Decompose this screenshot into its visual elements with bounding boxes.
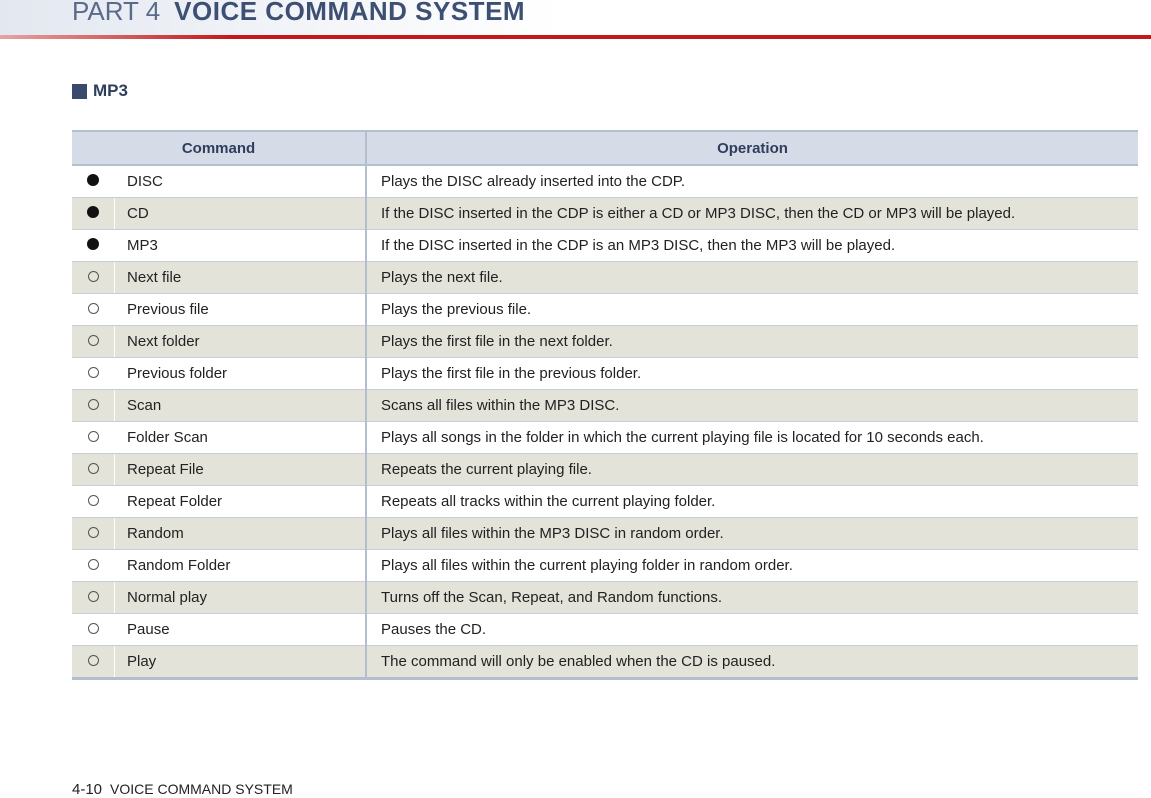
table-row xyxy=(72,486,1138,518)
operation-cell: Pauses the CD. xyxy=(366,614,1138,646)
empty-circle-icon xyxy=(88,623,99,634)
filled-circle-icon xyxy=(87,206,99,218)
row-marker xyxy=(72,165,115,198)
command-table xyxy=(72,130,1138,680)
operation-cell: Scans all files within the MP3 DISC. xyxy=(366,390,1138,422)
empty-circle-icon xyxy=(88,463,99,474)
operation-cell: Turns off the Scan, Repeat, and Random functions. xyxy=(366,582,1138,614)
command-cell: Pause xyxy=(115,614,367,646)
table-row xyxy=(72,326,1138,358)
column-header-operation: Operation xyxy=(366,131,1138,165)
operation-cell: Plays the previous file. xyxy=(366,294,1138,326)
table-body xyxy=(72,165,1138,679)
operation-cell: If the DISC inserted in the CDP is either a CD or MP3 DISC, then the CD or MP3 will be played. xyxy=(366,198,1138,230)
command-cell: CD xyxy=(115,198,367,230)
command-cell: Next file xyxy=(115,262,367,294)
page-footer xyxy=(72,781,293,798)
row-marker xyxy=(72,198,115,230)
operation-cell: Plays the DISC already inserted into the CDP. xyxy=(366,165,1138,198)
row-marker xyxy=(72,262,115,294)
table-row xyxy=(72,262,1138,294)
subsection-heading xyxy=(72,81,128,101)
row-marker xyxy=(72,390,115,422)
empty-circle-icon xyxy=(88,495,99,506)
table-row xyxy=(72,165,1138,198)
filled-circle-icon xyxy=(87,238,99,250)
command-cell: MP3 xyxy=(115,230,367,262)
empty-circle-icon xyxy=(88,591,99,602)
operation-cell: If the DISC inserted in the CDP is an MP3 DISC, then the MP3 will be played. xyxy=(366,230,1138,262)
table-row xyxy=(72,582,1138,614)
operation-cell: Repeats all tracks within the current playing folder. xyxy=(366,486,1138,518)
empty-circle-icon xyxy=(88,271,99,282)
row-marker xyxy=(72,230,115,262)
command-cell: Normal play xyxy=(115,582,367,614)
table-row xyxy=(72,614,1138,646)
command-cell: Random xyxy=(115,518,367,550)
header-title xyxy=(72,0,525,28)
row-marker xyxy=(72,518,115,550)
row-marker xyxy=(72,294,115,326)
table-row xyxy=(72,358,1138,390)
operation-cell: Plays the first file in the next folder. xyxy=(366,326,1138,358)
square-bullet-icon xyxy=(72,84,87,99)
empty-circle-icon xyxy=(88,559,99,570)
empty-circle-icon xyxy=(88,431,99,442)
operation-cell: Plays all files within the MP3 DISC in random order. xyxy=(366,518,1138,550)
command-cell: Next folder xyxy=(115,326,367,358)
operation-cell: Plays the first file in the previous folder. xyxy=(366,358,1138,390)
operation-cell: Repeats the current playing file. xyxy=(366,454,1138,486)
command-cell: Repeat Folder xyxy=(115,486,367,518)
header-rule xyxy=(0,35,1151,39)
column-header-command: Command xyxy=(72,131,366,165)
row-marker xyxy=(72,614,115,646)
command-cell: Play xyxy=(115,646,367,679)
row-marker xyxy=(72,582,115,614)
page-number: 4-10 xyxy=(72,781,103,798)
empty-circle-icon xyxy=(88,303,99,314)
empty-circle-icon xyxy=(88,399,99,410)
command-cell: Previous file xyxy=(115,294,367,326)
row-marker xyxy=(72,646,115,679)
row-marker xyxy=(72,326,115,358)
table-row xyxy=(72,390,1138,422)
command-cell: Repeat File xyxy=(115,454,367,486)
empty-circle-icon xyxy=(88,527,99,538)
section-title: VOICE COMMAND SYSTEM xyxy=(174,0,526,26)
row-marker xyxy=(72,486,115,518)
row-marker xyxy=(72,454,115,486)
empty-circle-icon xyxy=(88,655,99,666)
table-row xyxy=(72,422,1138,454)
command-cell: Scan xyxy=(115,390,367,422)
operation-cell: Plays the next file. xyxy=(366,262,1138,294)
table-row xyxy=(72,518,1138,550)
table-row xyxy=(72,230,1138,262)
command-cell: Random Folder xyxy=(115,550,367,582)
empty-circle-icon xyxy=(88,335,99,346)
command-cell: Previous folder xyxy=(115,358,367,390)
row-marker xyxy=(72,422,115,454)
filled-circle-icon xyxy=(87,174,99,186)
table-row xyxy=(72,198,1138,230)
command-cell: DISC xyxy=(115,165,367,198)
table-row xyxy=(72,646,1138,679)
command-cell: Folder Scan xyxy=(115,422,367,454)
operation-cell: Plays all songs in the folder in which the current playing file is located for 10 seconds each. xyxy=(366,422,1138,454)
page-header xyxy=(0,0,1151,40)
table-row xyxy=(72,294,1138,326)
operation-cell: Plays all files within the current playing folder in random order. xyxy=(366,550,1138,582)
footer-section: VOICE COMMAND SYSTEM xyxy=(110,781,293,797)
part-label: PART 4 xyxy=(72,0,161,26)
subsection-title: MP3 xyxy=(93,81,128,100)
table-header-row xyxy=(72,131,1138,165)
empty-circle-icon xyxy=(88,367,99,378)
operation-cell: The command will only be enabled when the CD is paused. xyxy=(366,646,1138,679)
table-row xyxy=(72,454,1138,486)
row-marker xyxy=(72,358,115,390)
table-row xyxy=(72,550,1138,582)
row-marker xyxy=(72,550,115,582)
